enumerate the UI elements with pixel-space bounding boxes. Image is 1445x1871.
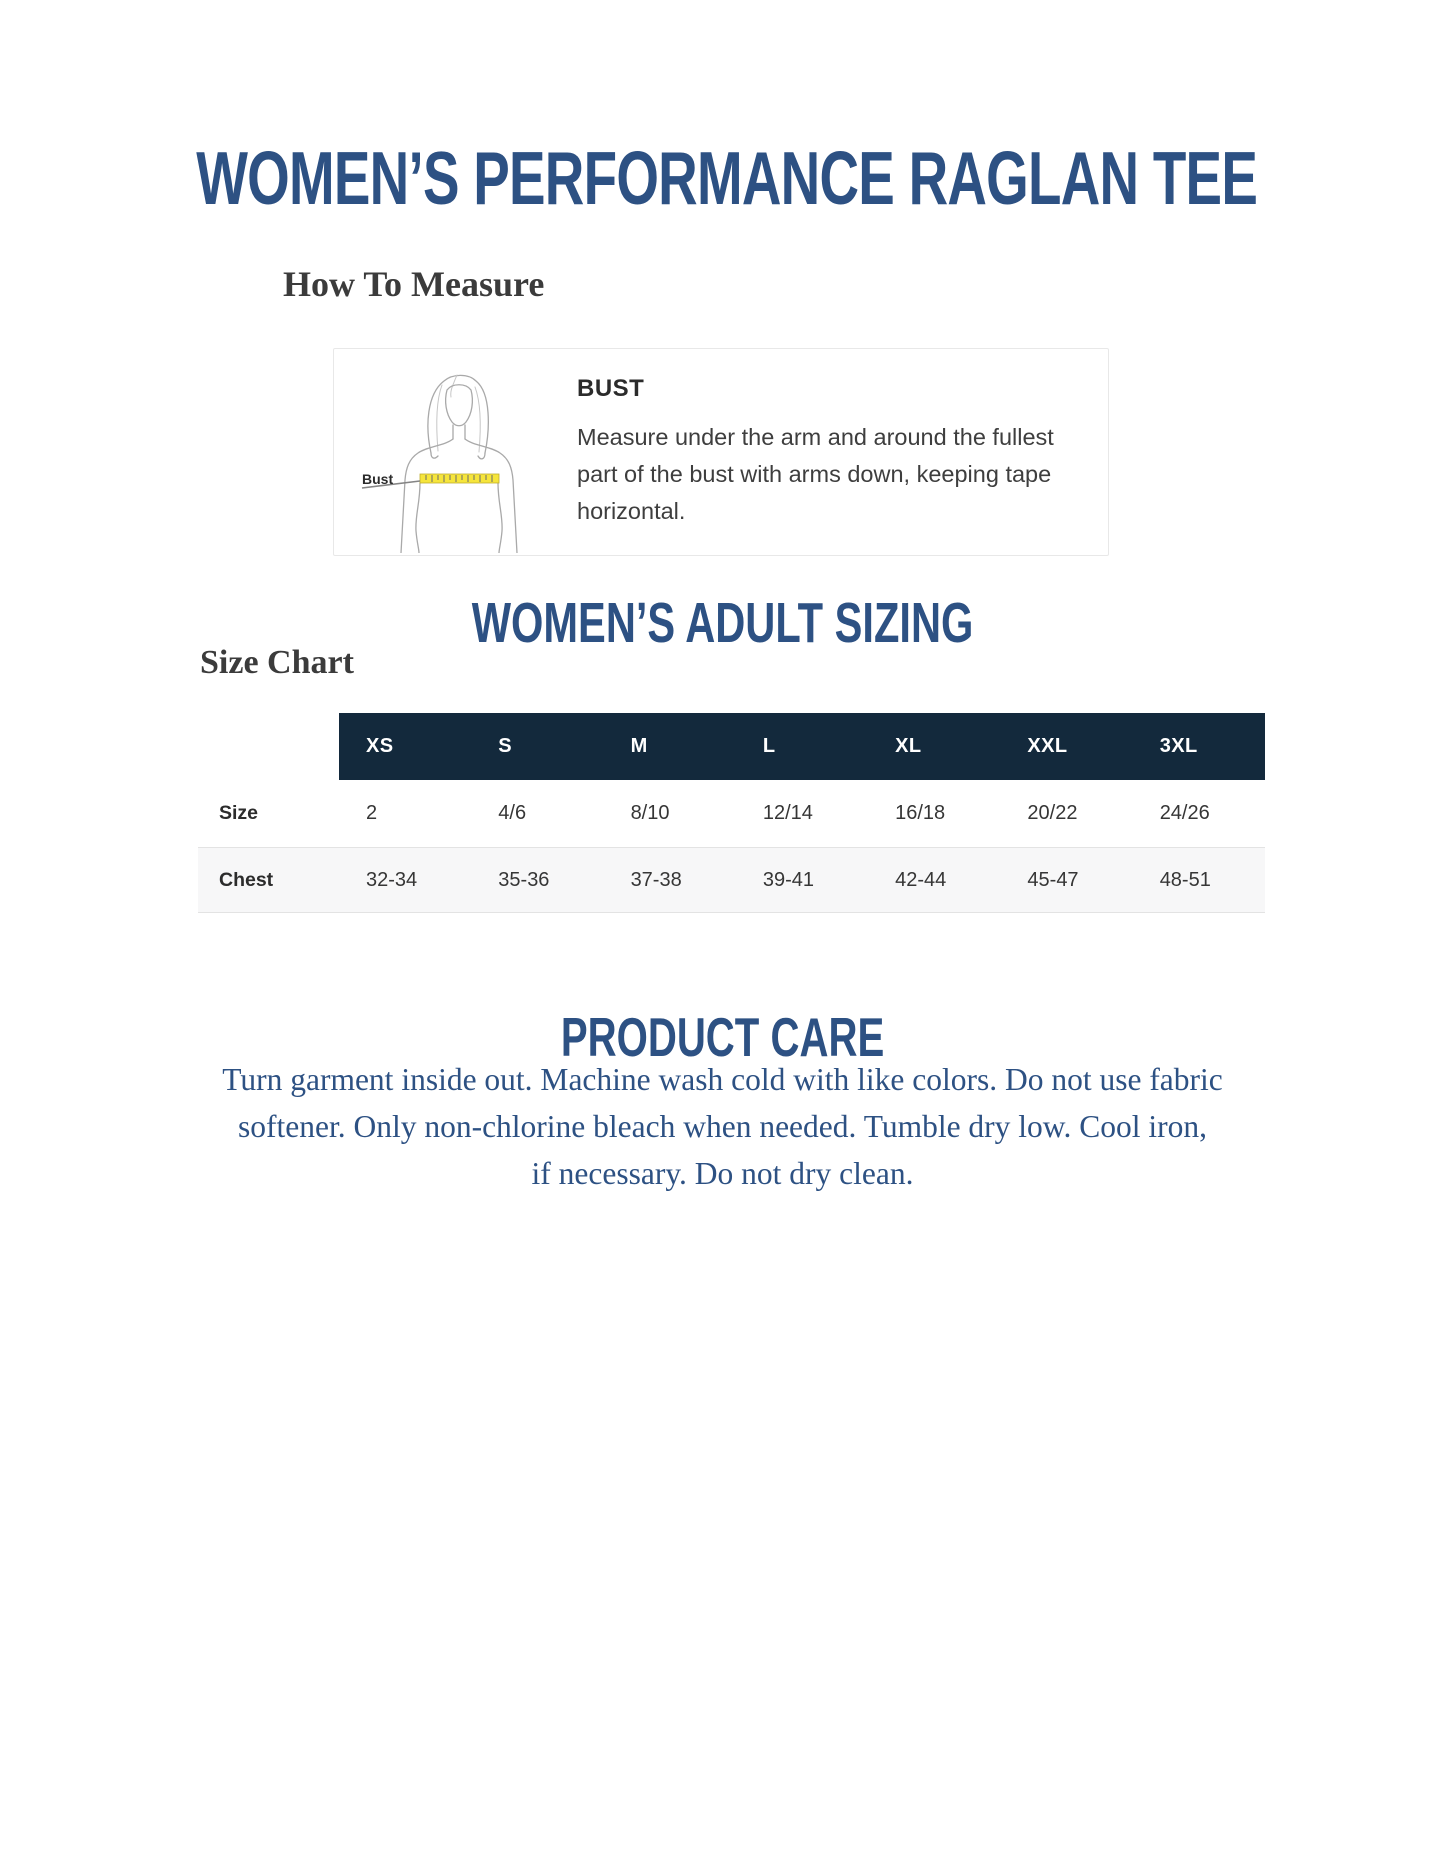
size-chart-table xyxy=(198,713,1265,913)
care-line: Turn garment inside out. Machine wash cold with like colors. Do not use fabric xyxy=(222,1062,1223,1097)
table-cell: 16/18 xyxy=(895,802,946,824)
table-cell: 20/22 xyxy=(1027,802,1078,824)
column-header: XS xyxy=(366,735,394,757)
size-chart-heading: Size Chart xyxy=(200,644,354,681)
bust-measurement-illustration xyxy=(354,353,554,553)
care-section-heading-text: PRODUCT CARE xyxy=(560,1006,885,1068)
size-chart-header-row xyxy=(198,713,1265,780)
table-cell: 45-47 xyxy=(1027,868,1079,891)
column-header: XXL xyxy=(1027,735,1068,757)
row-label: Size xyxy=(219,802,259,824)
figure-bust-label: Bust xyxy=(362,471,394,487)
table-cell: 2 xyxy=(366,802,378,824)
column-header: L xyxy=(762,735,776,757)
table-cell: 8/10 xyxy=(630,802,670,824)
column-header: 3XL xyxy=(1159,735,1198,757)
face-outline xyxy=(446,385,473,426)
page-title-text: WOMEN’S PERFORMANCE RAGLAN TEE xyxy=(196,136,1258,220)
column-header: XL xyxy=(895,735,922,757)
column-header: S xyxy=(498,735,513,757)
care-line: softener. Only non-chlorine bleach when needed. Tumble dry low. Cool iron, xyxy=(237,1109,1208,1144)
table-cell: 4/6 xyxy=(498,802,527,824)
sizing-section-heading-text: WOMEN’S ADULT SIZING xyxy=(471,591,974,655)
body-outline-right xyxy=(465,439,517,553)
bust-heading: BUST xyxy=(577,375,645,402)
table-row-size xyxy=(198,780,1265,847)
table-cell: 42-44 xyxy=(895,868,947,891)
header-label-cell xyxy=(198,713,339,780)
table-cell: 48-51 xyxy=(1159,868,1211,891)
bust-measure-card xyxy=(333,348,1109,556)
column-header: M xyxy=(630,735,648,757)
page-title xyxy=(0,118,1445,238)
care-instructions xyxy=(0,1056,1445,1197)
table-cell: 39-41 xyxy=(762,868,814,891)
how-to-measure-heading: How To Measure xyxy=(283,264,545,304)
table-cell: 12/14 xyxy=(762,802,813,824)
table-cell: 24/26 xyxy=(1159,802,1210,824)
table-row-chest xyxy=(198,847,1265,913)
table-cell: 32-34 xyxy=(366,868,418,891)
header-cells xyxy=(339,713,1265,780)
care-line: if necessary. Do not dry clean. xyxy=(531,1156,914,1191)
table-cell: 37-38 xyxy=(630,868,682,891)
body-outline-left xyxy=(401,439,453,553)
bust-description: Measure under the arm and around the fullest part of the bust with arms down, keeping tape horizontal. xyxy=(577,424,1054,524)
row-label: Chest xyxy=(219,868,274,891)
table-cell: 35-36 xyxy=(498,868,550,891)
